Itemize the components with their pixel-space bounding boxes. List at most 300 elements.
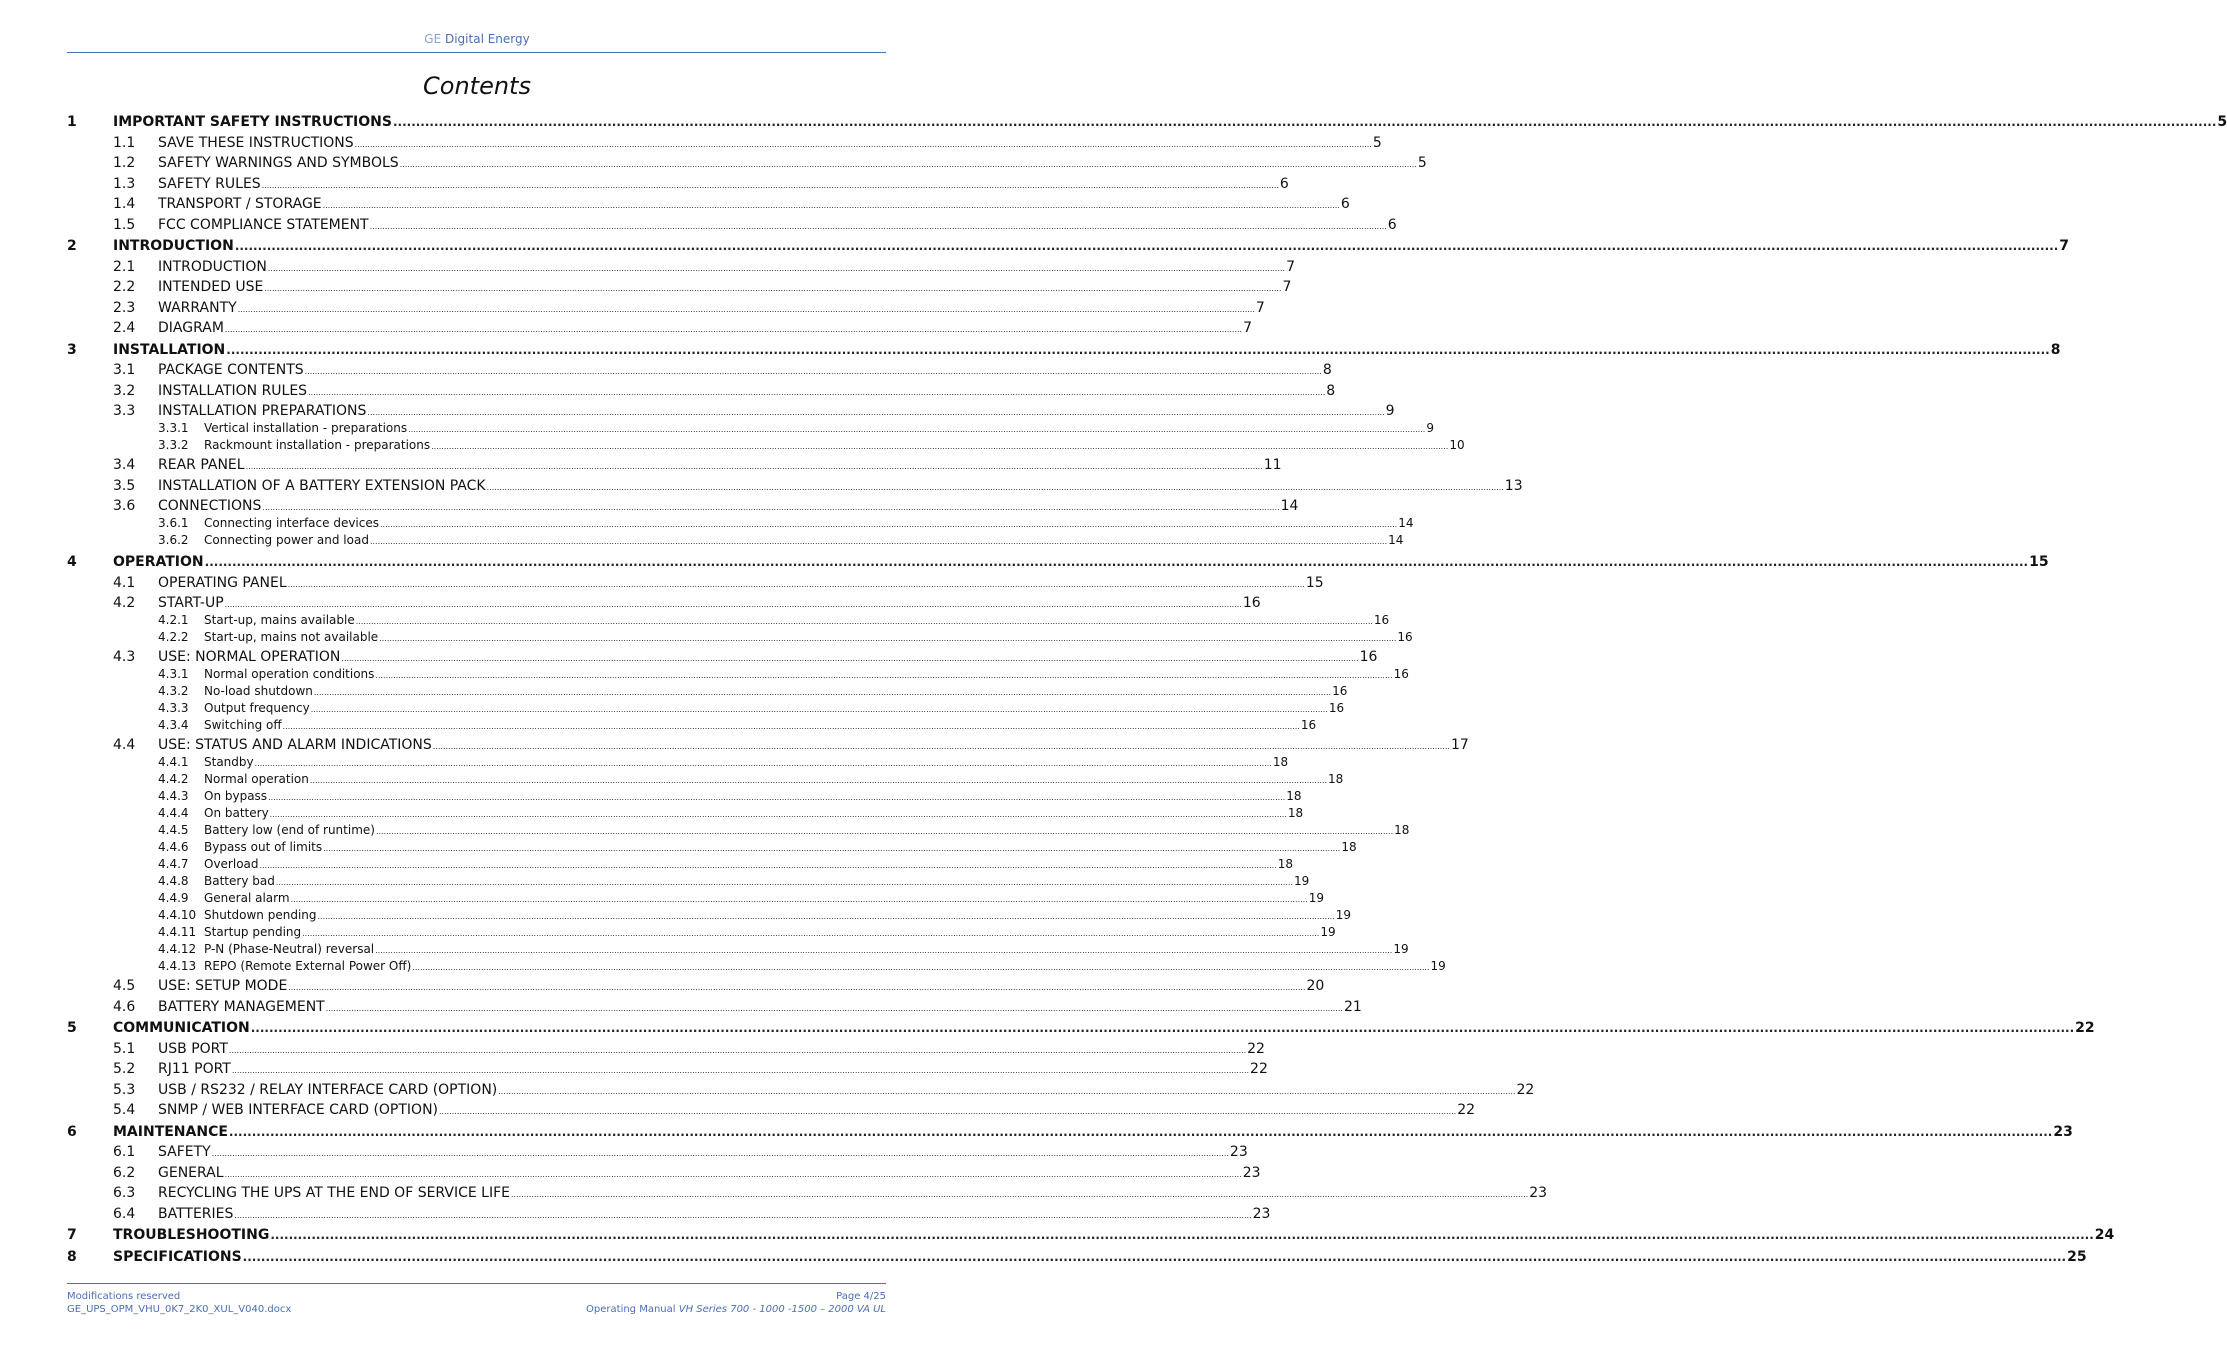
toc-entry-title: TROUBLESHOOTING <box>113 1227 270 1243</box>
toc-entry-page: 14 <box>1280 498 1299 514</box>
toc-entry-number: 5 <box>67 1020 77 1036</box>
toc-entry-title: INSTALLATION RULES <box>158 382 308 399</box>
toc-entry-page: 6 <box>1340 196 1350 212</box>
toc-entry-page: 6 <box>1279 175 1289 192</box>
toc-entry-number: 4.4.3 <box>158 788 189 803</box>
toc-dot-leader: ................................................................................................................................................................................................................................................................................................................................................................................................................ <box>228 1124 2053 1139</box>
toc-entry-line <box>204 420 1434 435</box>
toc-dot-leader: ................................................................................................................................................................................................................................................................................................................................................................................................................ <box>392 115 2217 129</box>
toc-entry-page: 8 <box>1326 382 1336 399</box>
toc-entry-page: 14 <box>1388 532 1404 547</box>
toc-dot-leader: ................................................................................................................................................................................................................................................................................................................................................................................................................ <box>269 809 1287 819</box>
toc-entry-number: 5.2 <box>113 1061 136 1077</box>
footer-page-number: Page 4/25 <box>836 1291 886 1302</box>
toc-entry-title: INSTALLATION <box>113 341 226 358</box>
toc-entry-page: 7 <box>1286 258 1295 275</box>
toc-entry-line <box>204 822 1410 837</box>
toc-entry-page: 18 <box>1272 754 1289 769</box>
toc-entry-line <box>204 873 1310 888</box>
toc-entry-number: 3 <box>67 341 77 358</box>
toc-dot-leader: ................................................................................................................................................................................................................................................................................................................................................................................................................ <box>264 284 1282 293</box>
toc-entry-line <box>204 958 1446 973</box>
toc-entry-page: 5 <box>1372 134 1382 151</box>
toc-entry-line <box>113 1227 2115 1243</box>
toc-entry-number: 5.1 <box>113 1040 136 1057</box>
toc-entry-line <box>204 700 1345 715</box>
toc-entry-page: 7 <box>2059 238 2069 254</box>
toc-entry-number: 1 <box>67 114 77 130</box>
toc-entry-title: Overload <box>204 856 259 871</box>
toc-entry-title: Standby <box>204 754 254 769</box>
toc-entry-title: BATTERY MANAGEMENT <box>158 998 325 1015</box>
toc-dot-leader: ................................................................................................................................................................................................................................................................................................................................................................................................................ <box>287 579 1305 589</box>
toc-dot-leader: ................................................................................................................................................................................................................................................................................................................................................................................................................ <box>486 482 1504 492</box>
toc-dot-leader: ................................................................................................................................................................................................................................................................................................................................................................................................................ <box>380 519 1398 529</box>
toc-entry-title: SAFETY WARNINGS AND SYMBOLS <box>158 155 399 171</box>
toc-entry-page: 14 <box>1398 515 1414 530</box>
toc-entry-page: 19 <box>1294 873 1310 888</box>
toc-entry-line <box>204 754 1289 769</box>
footer-manual-prefix: Operating Manual <box>586 1304 676 1315</box>
toc-entry-line <box>204 941 1409 956</box>
toc-dot-leader: ................................................................................................................................................................................................................................................................................................................................................................................................................ <box>224 1169 1242 1179</box>
toc-entry-page: 23 <box>2053 1123 2073 1140</box>
toc-entry-page: 18 <box>1328 771 1344 786</box>
toc-entry-page: 9 <box>1426 420 1434 435</box>
toc-entry-line <box>204 532 1404 547</box>
toc-entry-title: INSTALLATION PREPARATIONS <box>158 403 367 419</box>
toc-entry-page: 19 <box>1430 958 1446 973</box>
toc-entry-title: RJ11 PORT <box>158 1061 231 1077</box>
toc-dot-leader: ................................................................................................................................................................................................................................................................................................................................................................................................................ <box>268 792 1286 802</box>
toc-entry-number: 4.4.8 <box>158 873 189 888</box>
toc-entry-page: 25 <box>2067 1248 2087 1265</box>
toc-entry-line <box>158 216 1397 233</box>
toc-dot-leader: ................................................................................................................................................................................................................................................................................................................................................................................................................ <box>367 408 1385 417</box>
toc-entry-number: 3.4 <box>113 457 136 473</box>
toc-dot-leader: ................................................................................................................................................................................................................................................................................................................................................................................................................ <box>304 367 1322 376</box>
toc-entry-title: INSTALLATION OF A BATTERY EXTENSION PACK <box>158 477 486 494</box>
toc-entry-title: REPO (Remote External Power Off) <box>204 958 412 973</box>
toc-entry-line <box>158 403 1395 419</box>
toc-dot-leader: ................................................................................................................................................................................................................................................................................................................................................................................................................ <box>224 600 1242 609</box>
toc-entry-page: 23 <box>1229 1144 1248 1160</box>
toc-dot-leader: ................................................................................................................................................................................................................................................................................................................................................................................................................ <box>317 911 1335 921</box>
toc-entry-number: 6.3 <box>113 1185 136 1201</box>
toc-entry-title: Rackmount installation - preparations <box>204 437 431 452</box>
toc-entry-title: Battery low (end of runtime) <box>204 822 375 837</box>
toc-entry-page: 16 <box>1332 683 1348 698</box>
toc-entry-line <box>113 114 2227 130</box>
toc-entry-title: INTENDED USE <box>158 279 264 295</box>
toc-entry-line <box>158 134 1382 151</box>
toc-entry-page: 20 <box>1306 978 1325 994</box>
toc-entry-page: 16 <box>1359 649 1378 665</box>
toc-entry-number: 4.3.1 <box>158 666 189 681</box>
toc-entry-line <box>204 805 1304 820</box>
toc-entry-title: Connecting power and load <box>204 532 369 547</box>
toc-entry-line <box>204 666 1409 681</box>
toc-entry-number: 6.2 <box>113 1164 136 1181</box>
toc-dot-leader: ................................................................................................................................................................................................................................................................................................................................................................................................................ <box>234 1210 1252 1220</box>
toc-entry-page: 18 <box>1286 788 1302 803</box>
toc-entry-page: 16 <box>1328 700 1345 715</box>
brand-prefix: GE <box>424 32 442 46</box>
toc-entry-line <box>204 437 1465 452</box>
toc-dot-leader: ................................................................................................................................................................................................................................................................................................................................................................................................................ <box>369 221 1387 231</box>
toc-entry-title: Normal operation conditions <box>204 666 375 681</box>
toc-entry-title: RECYCLING THE UPS AT THE END OF SERVICE LIFE <box>158 1185 511 1201</box>
toc-dot-leader: ................................................................................................................................................................................................................................................................................................................................................................................................................ <box>498 1086 1516 1096</box>
toc-entry-number: 4.4.4 <box>158 805 189 820</box>
toc-dot-leader: ................................................................................................................................................................................................................................................................................................................................................................................................................ <box>354 139 1372 149</box>
toc-entry-number: 4.3 <box>113 649 136 665</box>
toc-dot-leader: ................................................................................................................................................................................................................................................................................................................................................................................................................ <box>431 441 1449 451</box>
toc-entry-page: 7 <box>1282 279 1292 295</box>
toc-entry-page: 23 <box>1252 1205 1271 1222</box>
toc-dot-leader: ................................................................................................................................................................................................................................................................................................................................................................................................................ <box>375 826 1394 836</box>
toc-entry-number: 4.4.5 <box>158 822 189 837</box>
toc-entry-title: SPECIFICATIONS <box>113 1248 242 1265</box>
toc-entry-number: 6.1 <box>113 1144 136 1160</box>
toc-entry-line <box>113 238 2069 254</box>
toc-entry-line <box>158 574 1324 591</box>
toc-entry-line <box>158 1040 1265 1057</box>
toc-entry-line <box>158 279 1292 295</box>
toc-entry-line <box>204 717 1317 732</box>
toc-entry-number: 1.2 <box>113 155 136 171</box>
toc-entry-line <box>158 175 1289 192</box>
footer-left <box>67 1290 291 1316</box>
toc-entry-line <box>158 1205 1271 1222</box>
toc-entry-title: OPERATION <box>113 554 204 570</box>
toc-entry-number: 4 <box>67 554 77 570</box>
toc-entry-line <box>158 998 1362 1015</box>
toc-entry-number: 3.6.1 <box>158 515 189 530</box>
footer-divider <box>67 1283 886 1284</box>
toc-entry-title: USE: NORMAL OPERATION <box>158 649 341 665</box>
toc-entry-page: 22 <box>1516 1081 1535 1098</box>
toc-entry-line <box>158 155 1427 171</box>
toc-dot-leader: ................................................................................................................................................................................................................................................................................................................................................................................................................ <box>224 325 1243 334</box>
toc-entry-page: 18 <box>1287 805 1304 820</box>
toc-entry-line <box>204 771 1344 786</box>
toc-entry-number: 4.4.9 <box>158 890 189 905</box>
toc-entry-title: GENERAL <box>158 1164 224 1181</box>
toc-entry-number: 2.2 <box>113 279 136 295</box>
toc-entry-line <box>204 839 1357 854</box>
toc-entry-number: 2.4 <box>113 320 136 336</box>
toc-entry-title: REAR PANEL <box>158 457 245 473</box>
toc-entry-title: PACKAGE CONTENTS <box>158 362 304 378</box>
toc-entry-page: 16 <box>1373 612 1390 627</box>
toc-entry-page: 7 <box>1255 299 1265 316</box>
toc-entry-page: 19 <box>1393 941 1409 956</box>
toc-entry-title: Switching off <box>204 717 282 732</box>
toc-dot-leader: ................................................................................................................................................................................................................................................................................................................................................................................................................ <box>234 239 2059 253</box>
toc-entry-number: 4.4.11 <box>158 924 197 939</box>
toc-entry-number: 5.4 <box>113 1102 136 1118</box>
toc-entry-page: 16 <box>1393 666 1409 681</box>
toc-entry-page: 10 <box>1449 437 1465 452</box>
toc-entry-number: 3.1 <box>113 362 136 378</box>
toc-entry-number: 4.1 <box>113 574 136 591</box>
toc-dot-leader: ................................................................................................................................................................................................................................................................................................................................................................................................................ <box>369 536 1388 546</box>
toc-entry-title: BATTERIES <box>158 1205 234 1222</box>
toc-entry-page: 24 <box>2094 1227 2115 1243</box>
toc-entry-title: SAVE THESE INSTRUCTIONS <box>158 134 354 151</box>
toc-dot-leader: ................................................................................................................................................................................................................................................................................................................................................................................................................ <box>261 180 1279 190</box>
toc-entry-line <box>158 1164 1261 1181</box>
toc-entry-title: Output frequency <box>204 700 310 715</box>
toc-entry-title: No-load shutdown <box>204 683 313 698</box>
toc-entry-number: 1.5 <box>113 216 136 233</box>
toc-entry-page: 5 <box>1417 155 1427 171</box>
toc-entry-line <box>158 595 1261 611</box>
toc-entry-title: Start-up, mains available <box>204 612 355 627</box>
toc-dot-leader: ................................................................................................................................................................................................................................................................................................................................................................................................................ <box>245 462 1263 471</box>
toc-entry-page: 21 <box>1343 998 1362 1015</box>
toc-entry-line <box>204 856 1293 871</box>
toc-entry-title: SAFETY RULES <box>158 175 261 192</box>
toc-dot-leader: ................................................................................................................................................................................................................................................................................................................................................................................................................ <box>288 983 1306 992</box>
toc-entry-number: 4.4 <box>113 737 136 753</box>
toc-entry-line <box>204 788 1302 803</box>
toc-entry-number: 4.4.2 <box>158 771 189 786</box>
footer-filename: GE_UPS_OPM_VHU_0K7_2K0_XUL_V040.docx <box>67 1304 292 1315</box>
toc-entry-line <box>158 1102 1476 1118</box>
toc-entry-number: 4.6 <box>113 998 136 1015</box>
toc-dot-leader: ................................................................................................................................................................................................................................................................................................................................................................................................................ <box>439 1107 1457 1116</box>
toc-entry-title: USB / RS232 / RELAY INTERFACE CARD (OPTION) <box>158 1081 498 1098</box>
toc-dot-leader: ................................................................................................................................................................................................................................................................................................................................................................................................................ <box>290 894 1308 904</box>
toc-entry-page: 15 <box>2029 554 2049 570</box>
toc-entry-title: On battery <box>204 805 269 820</box>
toc-entry-page: 22 <box>1250 1061 1268 1077</box>
toc-dot-leader: ................................................................................................................................................................................................................................................................................................................................................................................................................ <box>275 877 1294 887</box>
toc-dot-leader: ................................................................................................................................................................................................................................................................................................................................................................................................................ <box>375 945 1393 955</box>
toc-entry-line <box>158 457 1282 473</box>
toc-entry-number: 4.2 <box>113 595 136 611</box>
toc-entry-title: General alarm <box>204 890 290 905</box>
toc-entry-page: 8 <box>1322 362 1332 378</box>
toc-entry-title: WARRANTY <box>158 299 237 316</box>
toc-entry-page: 11 <box>1263 457 1282 473</box>
toc-dot-leader: ................................................................................................................................................................................................................................................................................................................................................................................................................ <box>231 1066 1250 1075</box>
toc-entry-page: 16 <box>1300 717 1317 732</box>
toc-entry-number: 3.5 <box>113 477 136 494</box>
toc-entry-line <box>158 498 1299 514</box>
toc-dot-leader: ................................................................................................................................................................................................................................................................................................................................................................................................................ <box>432 742 1450 751</box>
toc-entry-number: 4.3.4 <box>158 717 189 732</box>
toc-entry-page: 15 <box>1305 574 1324 591</box>
toc-entry-title: Bypass out of limits <box>204 839 323 854</box>
toc-dot-leader: ................................................................................................................................................................................................................................................................................................................................................................................................................ <box>399 160 1417 169</box>
toc-entry-number: 4.2.1 <box>158 612 189 627</box>
toc-dot-leader: ................................................................................................................................................................................................................................................................................................................................................................................................................ <box>270 1228 2094 1242</box>
toc-dot-leader: ................................................................................................................................................................................................................................................................................................................................................................................................................ <box>313 687 1332 697</box>
toc-entry-line <box>204 890 1325 905</box>
toc-dot-leader: ................................................................................................................................................................................................................................................................................................................................................................................................................ <box>228 1045 1247 1055</box>
toc-entry-line <box>158 1185 1548 1201</box>
toc-entry-page: 23 <box>1529 1185 1548 1201</box>
toc-entry-line <box>204 612 1390 627</box>
toc-entry-title: Connecting interface devices <box>204 515 379 530</box>
toc-entry-title: OPERATING PANEL <box>158 574 287 591</box>
toc-entry-line <box>204 629 1413 644</box>
toc-dot-leader: ................................................................................................................................................................................................................................................................................................................................................................................................................ <box>211 1149 1229 1158</box>
toc-entry-number: 3.6.2 <box>158 532 189 547</box>
toc-dot-leader: ................................................................................................................................................................................................................................................................................................................................................................................................................ <box>323 843 1341 853</box>
toc-entry-line <box>158 1081 1535 1098</box>
toc-entry-line <box>158 320 1253 336</box>
toc-entry-line <box>158 1144 1248 1160</box>
toc-dot-leader: ................................................................................................................................................................................................................................................................................................................................................................................................................ <box>282 721 1300 731</box>
toc-dot-leader: ................................................................................................................................................................................................................................................................................................................................................................................................................ <box>254 758 1272 768</box>
toc-dot-leader: ................................................................................................................................................................................................................................................................................................................................................................................................................ <box>408 424 1426 434</box>
toc-entry-title: SAFETY <box>158 1144 211 1160</box>
toc-dot-leader: ................................................................................................................................................................................................................................................................................................................................................................................................................ <box>302 928 1320 938</box>
toc-dot-leader: ................................................................................................................................................................................................................................................................................................................................................................................................................ <box>226 342 2050 357</box>
toc-dot-leader: ................................................................................................................................................................................................................................................................................................................................................................................................................ <box>355 616 1373 626</box>
toc-entry-number: 2.1 <box>113 258 136 275</box>
toc-entry-page: 6 <box>1387 216 1397 233</box>
toc-entry-number: 3.3.1 <box>158 420 189 435</box>
toc-entry-number: 4.3.2 <box>158 683 189 698</box>
toc-dot-leader: ................................................................................................................................................................................................................................................................................................................................................................................................................ <box>250 1021 2075 1035</box>
toc-dot-leader: ................................................................................................................................................................................................................................................................................................................................................................................................................ <box>308 387 1326 397</box>
toc-dot-leader: ................................................................................................................................................................................................................................................................................................................................................................................................................ <box>267 263 1286 273</box>
toc-dot-leader: ................................................................................................................................................................................................................................................................................................................................................................................................................ <box>341 654 1359 663</box>
toc-entry-line <box>158 362 1332 378</box>
toc-entry-number: 4.4.6 <box>158 839 189 854</box>
toc-entry-number: 4.4.1 <box>158 754 189 769</box>
toc-entry-title: On bypass <box>204 788 268 803</box>
toc-entry-number: 3.2 <box>113 382 136 399</box>
toc-entry-number: 3.6 <box>113 498 136 514</box>
toc-entry-title: DIAGRAM <box>158 320 224 336</box>
toc-entry-title: INTRODUCTION <box>113 238 234 254</box>
footer-note: Modifications reserved <box>67 1291 181 1302</box>
toc-entry-page: 7 <box>1243 320 1253 336</box>
toc-entry-line <box>158 196 1350 212</box>
toc-entry-title: Startup pending <box>204 924 302 939</box>
toc-entry-line <box>204 515 1414 530</box>
toc-dot-leader: ................................................................................................................................................................................................................................................................................................................................................................................................................ <box>242 1249 2067 1264</box>
toc-entry-line <box>158 382 1336 399</box>
footer-manual-title <box>586 1303 886 1316</box>
toc-entry-number: 4.4.13 <box>158 958 197 973</box>
toc-entry-page: 22 <box>1457 1102 1476 1118</box>
footer-right <box>586 1290 886 1316</box>
toc-entry-title: Battery bad <box>204 873 275 888</box>
toc-dot-leader: ................................................................................................................................................................................................................................................................................................................................................................................................................ <box>412 962 1430 972</box>
toc-entry-page: 19 <box>1308 890 1325 905</box>
toc-entry-number: 1.4 <box>113 196 136 212</box>
toc-entry-title: INTRODUCTION <box>158 258 267 275</box>
toc-dot-leader: ................................................................................................................................................................................................................................................................................................................................................................................................................ <box>262 503 1280 512</box>
toc-entry-page: 18 <box>1341 839 1357 854</box>
toc-dot-leader: ................................................................................................................................................................................................................................................................................................................................................................................................................ <box>204 555 2029 569</box>
toc-entry-title: IMPORTANT SAFETY INSTRUCTIONS <box>113 114 392 130</box>
toc-entry-page: 22 <box>2075 1020 2095 1036</box>
toc-dot-leader: ................................................................................................................................................................................................................................................................................................................................................................................................................ <box>375 670 1393 680</box>
toc-dot-leader: ................................................................................................................................................................................................................................................................................................................................................................................................................ <box>309 775 1328 785</box>
toc-entry-title: Start-up, mains not available <box>204 629 379 644</box>
toc-entry-number: 5.3 <box>113 1081 136 1098</box>
toc-dot-leader: ................................................................................................................................................................................................................................................................................................................................................................................................................ <box>322 201 1340 210</box>
toc-entry-title: CONNECTIONS <box>158 498 262 514</box>
toc-entry-title: MAINTENANCE <box>113 1123 228 1140</box>
toc-entry-number: 6 <box>67 1123 77 1140</box>
footer-manual-series: VH Series 700 - 1000 -1500 – 2000 VA UL <box>678 1304 886 1315</box>
toc-entry-line <box>113 554 2049 570</box>
toc-entry-page: 22 <box>1247 1040 1265 1057</box>
toc-entry-page: 19 <box>1320 924 1336 939</box>
toc-entry-number: 4.4.7 <box>158 856 189 871</box>
toc-entry-page: 16 <box>1242 595 1261 611</box>
toc-entry-title: Vertical installation - preparations <box>204 420 408 435</box>
toc-entry-number: 1.1 <box>113 134 136 151</box>
toc-entry-page: 23 <box>1242 1164 1261 1181</box>
toc-entry-title: Normal operation <box>204 771 309 786</box>
toc-entry-title: COMMUNICATION <box>113 1020 250 1036</box>
toc-dot-leader: ................................................................................................................................................................................................................................................................................................................................................................................................................ <box>310 704 1328 714</box>
toc-dot-leader: ................................................................................................................................................................................................................................................................................................................................................................................................................ <box>259 860 1277 870</box>
toc-entry-title: START-UP <box>158 595 224 611</box>
toc-entry-title: SNMP / WEB INTERFACE CARD (OPTION) <box>158 1102 439 1118</box>
toc-entry-line <box>204 907 1351 922</box>
toc-entry-line <box>113 1248 2087 1265</box>
toc-entry-title: TRANSPORT / STORAGE <box>158 196 322 212</box>
toc-entry-line <box>204 683 1348 698</box>
toc-entry-number: 8 <box>67 1248 77 1265</box>
toc-entry-page: 8 <box>2050 341 2061 358</box>
toc-dot-leader: ................................................................................................................................................................................................................................................................................................................................................................................................................ <box>325 1003 1343 1013</box>
toc-dot-leader: ................................................................................................................................................................................................................................................................................................................................................................................................................ <box>511 1190 1529 1199</box>
toc-entry-title: USE: SETUP MODE <box>158 978 288 994</box>
toc-dot-leader: ................................................................................................................................................................................................................................................................................................................................................................................................................ <box>237 304 1255 314</box>
toc-entry-number: 1.3 <box>113 175 136 192</box>
toc-entry-line <box>158 737 1469 753</box>
toc-entry-line <box>113 341 2061 358</box>
toc-entry-number: 7 <box>67 1227 77 1243</box>
toc-entry-title: USB PORT <box>158 1040 228 1057</box>
toc-entry-number: 3.3 <box>113 403 136 419</box>
toc-entry-page: 9 <box>1385 403 1395 419</box>
toc-dot-leader: ................................................................................................................................................................................................................................................................................................................................................................................................................ <box>379 633 1397 643</box>
toc-entry-title: P-N (Phase-Neutral) reversal <box>204 941 375 956</box>
toc-entry-line <box>158 477 1523 494</box>
toc-entry-page: 16 <box>1397 629 1413 644</box>
toc-entry-line <box>158 299 1265 316</box>
toc-entry-line <box>158 1061 1268 1077</box>
toc-entry-line <box>158 649 1378 665</box>
toc-entry-page: 17 <box>1450 737 1469 753</box>
toc-entry-number: 6.4 <box>113 1205 136 1222</box>
toc-entry-title: Shutdown pending <box>204 907 317 922</box>
toc-entry-page: 5 <box>2217 114 2227 130</box>
toc-entry-line <box>204 924 1336 939</box>
toc-entry-number: 2 <box>67 238 77 254</box>
toc-entry-line <box>158 258 1295 275</box>
toc-entry-number: 4.2.2 <box>158 629 189 644</box>
toc-entry-number: 3.3.2 <box>158 437 189 452</box>
toc-entry-page: 13 <box>1504 477 1523 494</box>
brand-name: Digital Energy <box>444 32 530 46</box>
toc-entry-page: 18 <box>1394 822 1410 837</box>
toc-entry-number: 4.3.3 <box>158 700 189 715</box>
